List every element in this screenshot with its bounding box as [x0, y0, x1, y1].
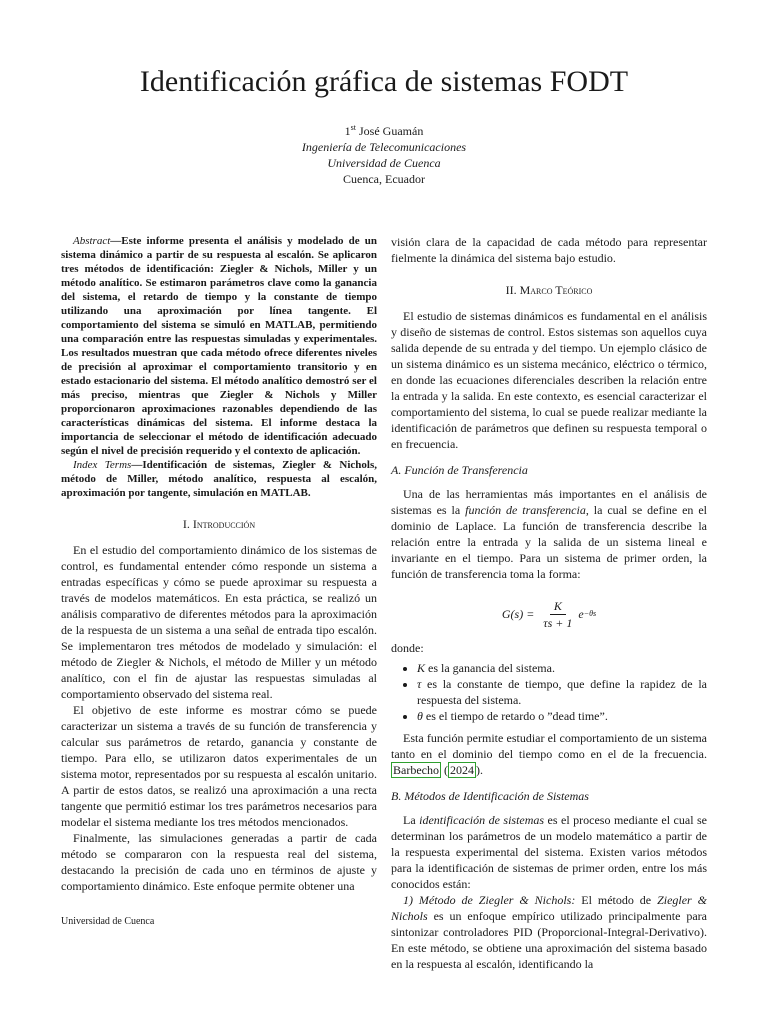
paper-title: Identificación gráfica de sistemas FODT: [139, 65, 629, 98]
equation-numerator: K: [550, 598, 566, 615]
methods-text-em: identificación de sistemas: [419, 813, 545, 827]
transfer-p2-end: .: [479, 763, 483, 777]
transfer-equation: [391, 594, 707, 634]
author-ordinal: 1: [344, 124, 351, 138]
author-name-text: José Guamán: [359, 124, 424, 138]
intro-paragraph-2: El objetivo de este informe es mostrar cómo se puede caracterizar un sistema a través de su función de transferencia y calcular sus parámetros de retardo, ganancia y constante de tiempo. Para ello, se utilizaron datos experimentales de un sistema motor, representados por su respuesta al escalón unitario. A partir de estos datos, se realizó una aproximación a una recta tangente que permitió estimar los tres parámetros necesarios para modelar el sistema mediante los tres métodos mencionados.: [61, 703, 377, 829]
methods-item-1-b: es un enfoque empírico utilizado principalmente para sintonizar controladores PID (Proporcional-Integral-Derivativo). En este método, se obtiene una aproximación del sistema basado en la respuesta al escalón, identificando la: [391, 909, 707, 971]
subsection-heading-transfer: A. Función de Transferencia: [391, 463, 528, 477]
author-dept: Ingeniería de Telecomunicaciones: [301, 140, 467, 154]
intro-paragraph-3-cont: visión clara de la capacidad de cada método para representar fielmente la dinámica del sistema bajo estudio.: [391, 235, 707, 265]
page-footer: Universidad de Cuenca: [61, 916, 155, 927]
methods-item-1: [391, 892, 707, 972]
equation-exp-base: e: [578, 607, 584, 621]
param-text: es la ganancia del sistema.: [425, 661, 555, 675]
methods-text-a: La: [403, 813, 420, 827]
section-heading-intro: I. Introducción: [182, 517, 256, 531]
abstract-text: —Este informe presenta el análisis y modelado de un sistema dinámico a partir de su respuesta al escalón. Se aplicaron tres métodos de identificación: Ziegler & Nichols, Miller y un método analítico. Se estimaron parámetros clave como la ganancia del sistema, el retardo de tiempo y la constante de tiempo utilizando una aproximación por línea tangente. El comportamiento del sistema se simuló en MATLAB, permitiendo una comparación entre las respuestas simuladas y experimentales. Los resultados muestran que cada método ofrece diferentes niveles de precisión al aproximar el comportamiento transitorio y en estado estacionario del sistema. El método analítico demostró ser el más preciso, mientras que Ziegler & Nichols y Miller proporcionaron aproximaciones razonables dependiendo de las características dinámicas del sistema. El informe destaca la importancia de seleccionar el método de identificación adecuado según el nivel de precisión requerido y el contexto de aplicación.: [61, 235, 377, 457]
author-org: Universidad de Cuenca: [327, 156, 441, 170]
citation-link[interactable]: [391, 762, 441, 778]
parameter-item-theta: [417, 708, 707, 724]
intro-paragraph-1: En el estudio del comportamiento dinámico de los sistemas de control, es fundamental entender cómo responde un sistema a entradas específicas y cómo se puede aproximar su respuesta a través de modelos matemáticos. En esta práctica, se realizó un análisis comparativo de diferentes métodos para la aproximación de la respuesta de un sistema a una señal de entrada tipo escalón. Se implementaron tres métodos de modelado y simulación: el método de Ziegler & Nichols, el método de Miller y un método analítico, con el fin de ajustar las respuestas simuladas al comportamiento observado del sistema real.: [61, 543, 377, 701]
author-block: [0, 120, 768, 187]
transfer-text-a: Una de las herramientas más importantes en el análisis de sistemas es la: [391, 487, 707, 517]
marco-paragraph-1: El estudio de sistemas dinámicos es fundamental en el análisis y diseño de sistemas de control. Estos sistemas son aquellos cuya salida depende de su entrada y del tiempo. Un ejemplo clásico de un sistema dinámico es un sistema mecánico, eléctrico o térmico, en donde las ecuaciones diferenciales describen la relación entre la entrada y la salida. En este contexto, es esencial caracterizar el comportamiento del sistema, lo cual se puede realizar mediante la identificación de parámetros que definen su respuesta temporal o en frecuencia.: [391, 309, 707, 451]
equation-fraction: [539, 598, 576, 631]
section-heading-marco: II. Marco Teórico: [505, 283, 593, 297]
param-symbol: τ: [417, 677, 422, 691]
param-symbol: K: [417, 661, 426, 675]
citation-year-link[interactable]: [448, 762, 476, 778]
methods-item-1-head: 1) Método de Ziegler & Nichols:: [403, 893, 576, 907]
param-text: es el tiempo de retardo o ”dead time”.: [422, 709, 608, 723]
author-ordinal-sup: st: [350, 123, 356, 132]
author-name: [0, 120, 768, 139]
param-symbol: θ: [417, 709, 423, 723]
abstract-label: Abstract: [73, 235, 111, 247]
subsection-heading-methods: B. Métodos de Identificación de Sistemas: [391, 789, 589, 803]
transfer-paragraph-2: Esta función permite estudiar el comportamiento de un sistema tanto en el dominio del tiempo como en el de la frecuencia. Barbecho ( 2024 ).: [391, 731, 707, 777]
left-column: [61, 234, 377, 894]
donde-label: donde:: [391, 641, 424, 655]
citation-name[interactable]: Barbecho: [393, 763, 439, 777]
author-location: Cuenca, Ecuador: [343, 172, 425, 186]
transfer-text-em: función de transferencia: [465, 503, 586, 517]
parameter-list: [391, 660, 707, 724]
param-text: es la constante de tiempo, que define la rapidez de la respuesta del sistema.: [417, 677, 707, 707]
index-terms-label: Index Terms: [73, 459, 132, 471]
methods-text-b: es el proceso mediante el cual se determinan los parámetros de un modelo matemático a partir de la respuesta experimental del sistema. Existen varios métodos para la identificación de sistemas de primer orden, entre los más conocidos están:: [391, 813, 708, 891]
methods-item-1-a: El método de: [575, 893, 658, 907]
transfer-p2-text: Esta función permite estudiar el comportamiento de un sistema tanto en el dominio del tiempo como en el de la frecuencia.: [391, 731, 707, 761]
index-terms: [61, 458, 377, 500]
abstract: [61, 234, 377, 458]
equation-denominator: τs + 1: [543, 615, 573, 630]
methods-paragraph-1: [391, 812, 707, 892]
methods-item-1-em: Ziegler & Nichols: [391, 893, 707, 923]
citation-year[interactable]: 2024: [449, 763, 474, 777]
equation-exponent: −θs: [583, 609, 597, 618]
parameter-item-gain: [417, 660, 707, 676]
index-terms-text: —Identificación de sistemas, Ziegler & Nichols, método de Miller, método analítico, respuesta al escalón, aproximación por tangente, simulación en MATLAB.: [61, 459, 377, 499]
intro-paragraph-3: Finalmente, las simulaciones generadas a partir de cada método se compararon con la respuesta real del sistema, destacando la precisión de cada uno en términos de ajuste y comportamiento dinámico. Este enfoque permite obtener una: [61, 831, 377, 893]
equation-lhs: G(s) =: [501, 607, 535, 621]
parameter-item-tau: [417, 676, 707, 708]
transfer-text-b: , la cual se define en el dominio de Laplace. La función de transferencia describe la relación entre la entrada y la salida de un sistema lineal e invariante en el tiempo. Para un sistema de primer orden, la función de transferencia toma la forma:: [391, 503, 707, 581]
transfer-paragraph-1: [391, 486, 707, 582]
right-column: [391, 234, 707, 972]
